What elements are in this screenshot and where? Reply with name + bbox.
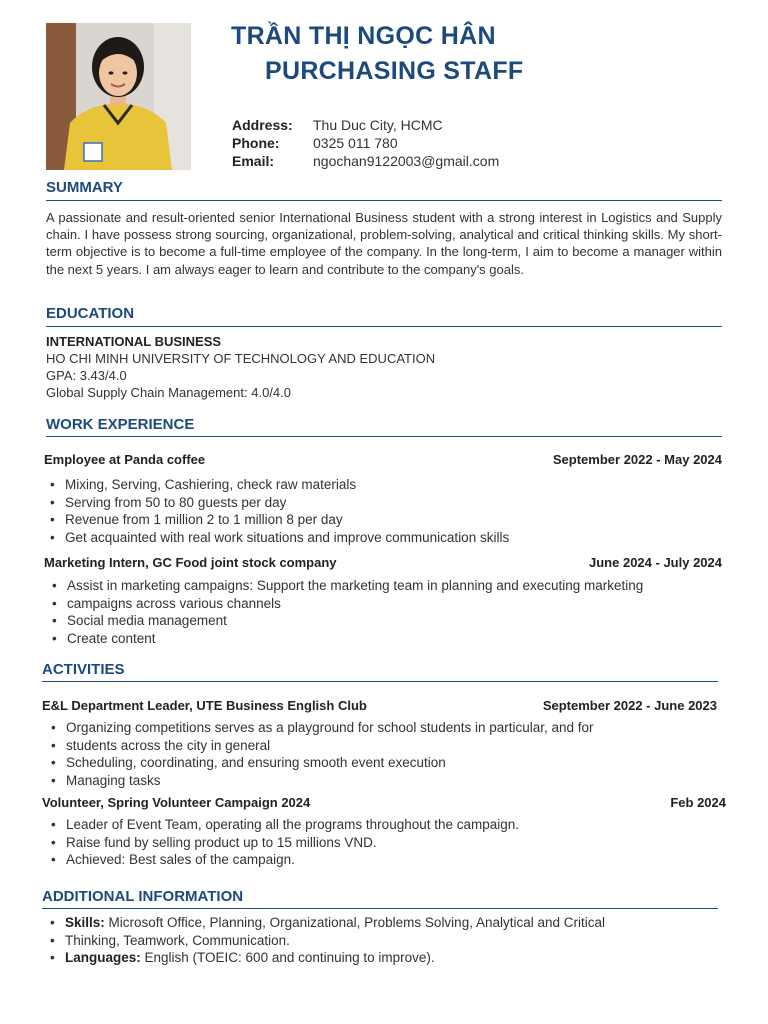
- languages-label: Languages:: [65, 950, 141, 965]
- job-2-bullets: [47, 577, 643, 647]
- list-item: • Scheduling, coordinating, and ensuring smooth event execution: [46, 754, 594, 772]
- additional-bullets: [45, 914, 605, 967]
- activity-2-bullets: [46, 816, 519, 869]
- summary-divider: [46, 200, 722, 201]
- address-label: Address:: [232, 117, 293, 133]
- summary-text: A passionate and result-oriented senior International Business student with a strong interest in Logistics and Supply chain. I have possess strong sourcing, organizational, problem-solving, analytical and critical thinking skills. My short-term objective is to become a full-time employee of the company. In the long-term, I aim to become a manager within the next 5 years. I am always eager to learn and contribute to the company's goals.: [46, 210, 722, 277]
- activity-title-1: E&L Department Leader, UTE Business English Club: [42, 698, 367, 713]
- address-value: Thu Duc City, HCMC: [313, 117, 443, 133]
- list-item: • Managing tasks: [46, 772, 594, 790]
- job-date-1: September 2022 - May 2024: [552, 452, 722, 467]
- activity-title-2: Volunteer, Spring Volunteer Campaign 2024: [42, 795, 311, 810]
- skills-value: Microsoft Office, Planning, Organizational, Problems Solving, Analytical and Critical: [104, 915, 606, 930]
- job-1-bullets: [45, 476, 509, 546]
- list-item: • Assist in marketing campaigns: Support the marketing team in planning and executing marketing: [47, 577, 643, 595]
- skills-label: Skills:: [65, 915, 105, 930]
- education-divider: [46, 326, 722, 327]
- skills-continuation: • Thinking, Teamwork, Communication.: [45, 932, 605, 950]
- skills-item: [45, 914, 605, 932]
- list-item: • Revenue from 1 million 2 to 1 million 8 per day: [45, 511, 509, 529]
- list-item: • Create content: [47, 630, 643, 648]
- job-title-1: Employee at Panda coffee: [44, 452, 206, 467]
- activity-date-1: September 2022 - June 2023: [542, 698, 717, 713]
- list-item: • Mixing, Serving, Cashiering, check raw materials: [45, 476, 509, 494]
- activities-divider: [42, 681, 718, 682]
- summary-heading: SUMMARY: [46, 179, 123, 196]
- work-heading: WORK EXPERIENCE: [46, 416, 195, 433]
- email-value: ngochan9122003@gmail.com: [313, 153, 500, 169]
- phone-value: 0325 011 780: [313, 135, 398, 151]
- list-item-continuation: • students across the city in general: [46, 737, 594, 755]
- job-title: PURCHASING STAFF: [265, 57, 524, 85]
- languages-value: English (TOEIC: 600 and continuing to improve).: [140, 950, 435, 965]
- education-heading: EDUCATION: [46, 305, 135, 322]
- languages-item: [45, 949, 605, 967]
- phone-label: Phone:: [232, 135, 280, 151]
- activity-date-2: Feb 2024: [670, 795, 726, 810]
- email-label: Email:: [232, 153, 275, 169]
- education-extra: Global Supply Chain Management: 4.0/4.0: [46, 385, 291, 400]
- list-item: • Organizing competitions serves as a playground for school students in particular, and for: [46, 719, 594, 737]
- activity-1-bullets: [46, 719, 594, 789]
- education-major: INTERNATIONAL BUSINESS: [46, 334, 222, 349]
- additional-divider: [42, 908, 718, 909]
- job-title-2: Marketing Intern, GC Food joint stock company: [44, 555, 337, 570]
- candidate-name: TRẦN THỊ NGỌC HÂN: [231, 22, 496, 50]
- profile-photo: [46, 23, 191, 170]
- education-gpa: GPA: 3.43/4.0: [46, 368, 127, 383]
- list-item: • Achieved: Best sales of the campaign.: [46, 851, 519, 869]
- activities-heading: ACTIVITIES: [42, 661, 125, 678]
- job-date-2: June 2024 - July 2024: [589, 555, 722, 570]
- list-item: • Raise fund by selling product up to 15 millions VND.: [46, 834, 519, 852]
- work-divider: [46, 436, 722, 437]
- list-item-continuation: • campaigns across various channels: [47, 595, 643, 613]
- list-item: • Social media management: [47, 612, 643, 630]
- education-school: HO CHI MINH UNIVERSITY OF TECHNOLOGY AND EDUCATION: [46, 351, 436, 366]
- list-item: • Get acquainted with real work situations and improve communication skills: [45, 529, 509, 547]
- list-item: • Serving from 50 to 80 guests per day: [45, 494, 509, 512]
- additional-heading: ADDITIONAL INFORMATION: [42, 888, 244, 905]
- list-item: • Leader of Event Team, operating all the programs throughout the campaign.: [46, 816, 519, 834]
